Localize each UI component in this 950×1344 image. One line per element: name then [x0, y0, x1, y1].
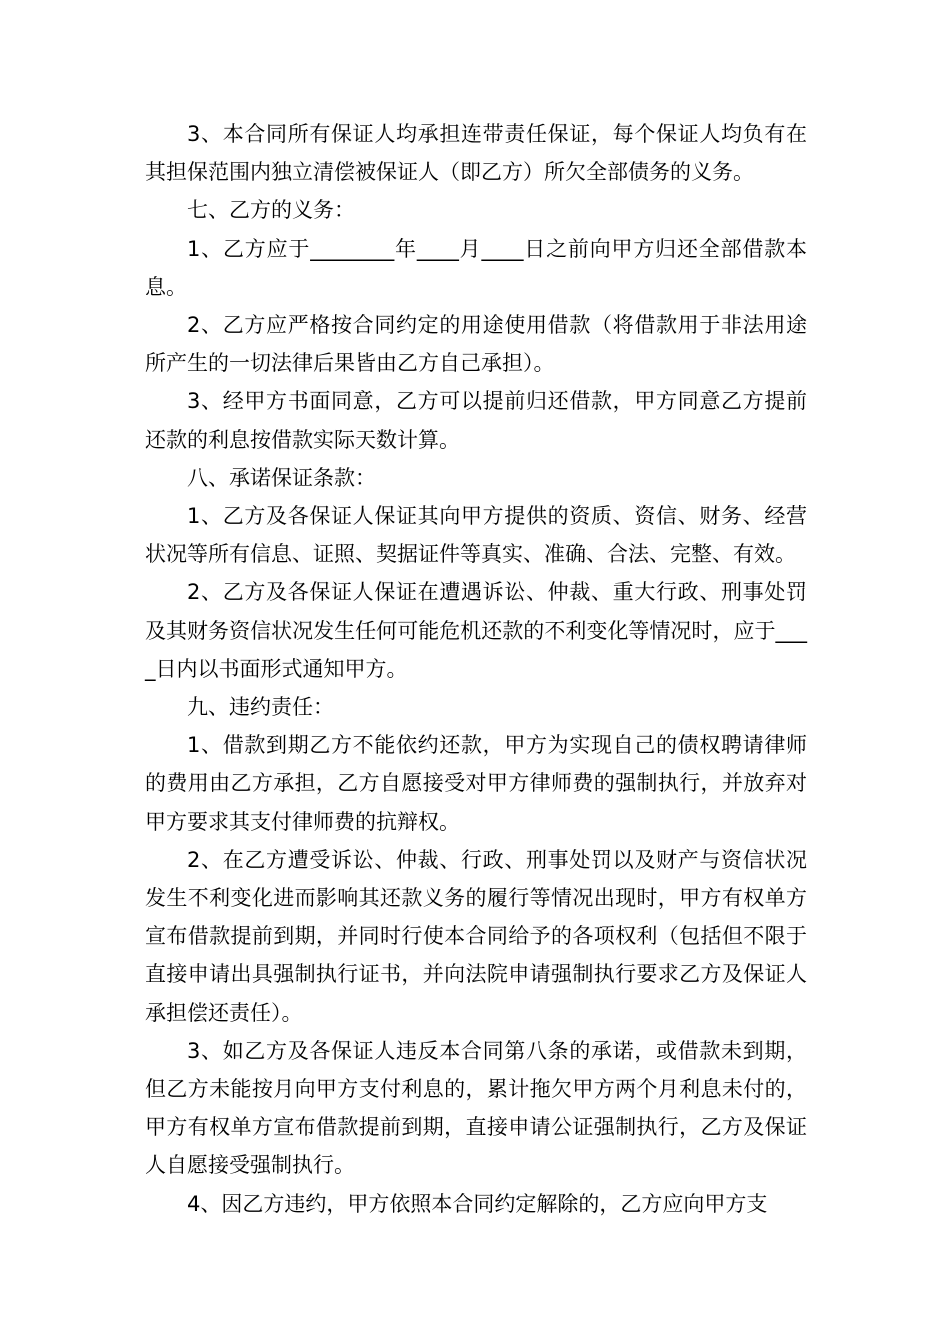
section-heading-9: 九、违约责任： — [187, 695, 334, 720]
clause-7-2: 2、乙方应严格按合同约定的用途使用借款（将借款用于非法用途所产生的一切法律后果皆由乙方自己承担）。 — [145, 313, 807, 376]
clause-9-3: 3、如乙方及各保证人违反本合同第八条的承诺，或借款未到期，但乙方未能按月向甲方支付利息的，累计拖欠甲方两个月利息未付的，甲方有权单方宣布借款提前到期，直接申请公证强制执行，乙方及保证人自愿接受强制执行。 — [145, 1038, 807, 1178]
clause-6-3: 3、本合同所有保证人均承担连带责任保证，每个保证人均负有在其担保范围内独立清偿被保证人（即乙方）所欠全部债务的义务。 — [145, 122, 807, 185]
section-heading-7: 七、乙方的义务： — [187, 198, 355, 223]
clause-8-1: 1、乙方及各保证人保证其向甲方提供的资质、资信、财务、经营状况等所有信息、证照、契据证件等真实、准确、合法、完整、有效。 — [145, 504, 807, 567]
contract-text-body — [145, 115, 807, 1223]
clause-7-1: 1、乙方应于________年____月____日之前向甲方归还全部借款本息。 — [145, 236, 807, 299]
clause-8-2: 2、乙方及各保证人保证在遭遇诉讼、仲裁、重大行政、刑事处罚及其财务资信状况发生任何可能危机还款的不利变化等情况时，应于____日内以书面形式通知甲方。 — [145, 580, 807, 681]
clause-9-4: 4、因乙方违约，甲方依照本合同约定解除的，乙方应向甲方支 — [187, 1191, 768, 1216]
clause-9-1: 1、借款到期乙方不能依约还款，甲方为实现自己的债权聘请律师的费用由乙方承担，乙方自愿接受对甲方律师费的强制执行，并放弃对甲方要求其支付律师费的抗辩权。 — [145, 733, 807, 834]
clause-7-3: 3、经甲方书面同意，乙方可以提前归还借款，甲方同意乙方提前还款的利息按借款实际天数计算。 — [145, 389, 807, 452]
clause-9-2: 2、在乙方遭受诉讼、仲裁、行政、刑事处罚以及财产与资信状况发生不利变化进而影响其还款义务的履行等情况出现时，甲方有权单方宣布借款提前到期，并同时行使本合同给予的各项权利（包括但不限于直接申请出具强制执行证书，并向法院申请强制执行要求乙方及保证人承担偿还责任）。 — [145, 847, 807, 1025]
section-heading-8: 八、承诺保证条款： — [187, 465, 376, 490]
